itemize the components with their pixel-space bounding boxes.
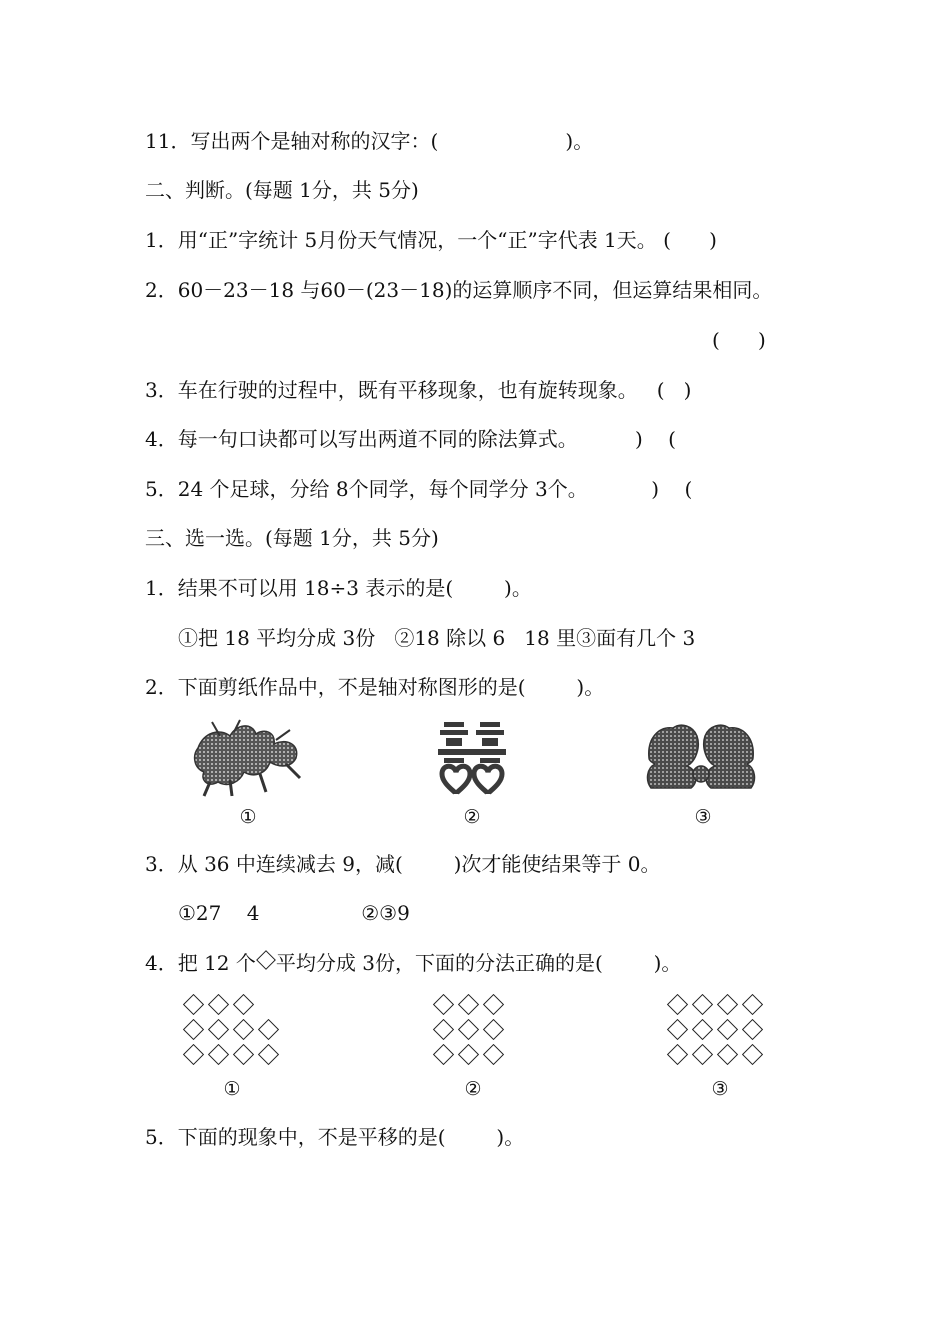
choice-question-1: 1．结果不可以用 18÷3 表示的是( )。 xyxy=(145,576,532,600)
lion-pair-papercut-image xyxy=(645,718,757,794)
diamond-group-3 xyxy=(666,992,764,1067)
judge-question-1: 1．用“正”字统计 5月份天气情况，一个“正”字代表 1天。 ( ) xyxy=(145,228,717,252)
diamond-row xyxy=(182,1017,280,1042)
diamond-icon xyxy=(692,994,713,1015)
diamond-icon xyxy=(208,994,229,1015)
diamond-icon xyxy=(692,1044,713,1065)
choice-question-2: 2．下面剪纸作品中，不是轴对称图形的是( )。 xyxy=(145,675,605,699)
diamond-row xyxy=(182,992,280,1017)
choice-question-4-suffix: 平均分成 3份，下面的分法正确的是( )。 xyxy=(275,951,682,975)
diamond-group-2 xyxy=(432,992,505,1067)
diamond-icon xyxy=(258,1019,279,1040)
diamond-icon xyxy=(183,1019,204,1040)
question-11: 11．写出两个是轴对称的汉字：( )。 xyxy=(145,129,594,153)
diamond-row xyxy=(432,1017,505,1042)
diamond-row xyxy=(432,1042,505,1067)
double-happiness-papercut-image xyxy=(436,718,508,798)
diamond-icon xyxy=(458,1019,479,1040)
diamond-icon xyxy=(433,1019,454,1040)
diamond-icon xyxy=(183,994,204,1015)
diamond-row xyxy=(432,992,505,1017)
papercut-label-2: ② xyxy=(463,806,481,828)
diamond-icon xyxy=(483,1044,504,1065)
diamond-row xyxy=(666,1042,764,1067)
diamond-row xyxy=(666,992,764,1017)
diamond-group-1 xyxy=(182,992,280,1067)
diamond-icon xyxy=(233,1019,254,1040)
diamond-icon xyxy=(742,1019,763,1040)
diamond-icon xyxy=(717,1044,738,1065)
diamond-row xyxy=(182,1042,280,1067)
diamond-icon xyxy=(433,1044,454,1065)
judge-question-2-answer-bracket: ( ) xyxy=(712,328,766,352)
diamond-icon xyxy=(183,1044,204,1065)
diamond-icon xyxy=(667,1044,688,1065)
diamond-icon xyxy=(483,994,504,1015)
diamond-icon xyxy=(717,1019,738,1040)
choice-question-4-prefix: 4．把 12 个 xyxy=(145,951,256,975)
section-3-title: 三、选一选。(每题 1分，共 5分) xyxy=(145,526,439,550)
diamond-icon xyxy=(667,994,688,1015)
papercut-label-1: ① xyxy=(239,806,257,828)
section-2-title: 二、判断。(每题 1分，共 5分) xyxy=(145,178,419,202)
choice-question-1-options: ①把 18 平均分成 3份 ②18 除以 6 18 里③面有几个 3 xyxy=(178,626,696,650)
diamond-icon xyxy=(208,1044,229,1065)
diamond-icon xyxy=(717,994,738,1015)
diamond-icon xyxy=(258,1044,279,1065)
diamond-icon xyxy=(233,994,254,1015)
choice-question-4 xyxy=(145,950,681,976)
diamond-row xyxy=(666,1017,764,1042)
diamond-icon xyxy=(742,994,763,1015)
diamond-icon xyxy=(233,1044,254,1065)
choice-question-3-options: ①27 4 ②③9 xyxy=(178,901,410,925)
diamond-icon xyxy=(458,994,479,1015)
choice-question-3: 3．从 36 中连续减去 9，减( )次才能使结果等于 0。 xyxy=(145,852,661,876)
diamond-icon xyxy=(458,1044,479,1065)
papercut-label-3: ③ xyxy=(694,806,712,828)
diamond-icon xyxy=(208,1019,229,1040)
diamond-icon xyxy=(433,994,454,1015)
choice-question-5: 5．下面的现象中，不是平移的是( )。 xyxy=(145,1125,525,1149)
diamond-icon xyxy=(483,1019,504,1040)
diamond-group-label-2: ② xyxy=(464,1078,482,1100)
diamond-group-label-1: ① xyxy=(223,1078,241,1100)
diamond-group-label-3: ③ xyxy=(711,1078,729,1100)
diamond-icon xyxy=(742,1044,763,1065)
judge-question-5: 5．24 个足球，分给 8个同学，每个同学分 3个。 ) ( xyxy=(145,477,693,501)
diamond-icon xyxy=(256,950,276,970)
dragon-papercut-image xyxy=(190,718,308,798)
diamond-icon xyxy=(667,1019,688,1040)
judge-question-4: 4．每一句口诀都可以写出两道不同的除法算式。 ) ( xyxy=(145,427,676,451)
judge-question-3: 3．车在行驶的过程中，既有平移现象，也有旋转现象。 ( ) xyxy=(145,378,692,402)
diamond-icon xyxy=(692,1019,713,1040)
judge-question-2: 2．60－23－18 与60－(23－18)的运算顺序不同，但运算结果相同。 xyxy=(145,278,773,302)
